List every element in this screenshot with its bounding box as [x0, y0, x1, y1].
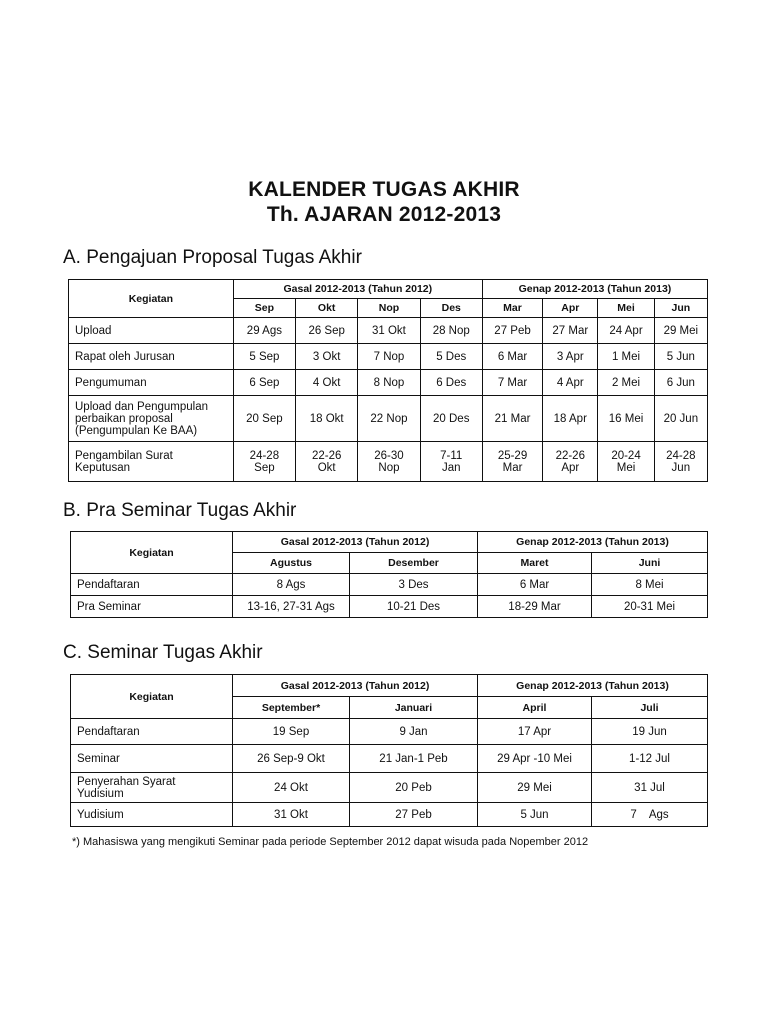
date-cell [654, 318, 707, 344]
date-text: 24 Apr [609, 324, 643, 337]
date-cell [478, 574, 592, 596]
month-header: Nop [358, 299, 420, 318]
month-header: Agustus [233, 553, 350, 574]
activity-label-line: perbaikan proposal [75, 412, 173, 425]
date-cell [478, 719, 592, 745]
date-text: 3 Apr [556, 350, 584, 363]
date-cell [358, 344, 420, 370]
month-header: Juni [592, 553, 708, 574]
date-text: 22-26 [555, 449, 585, 462]
date-cell [233, 370, 295, 396]
date-cell [654, 370, 707, 396]
date-cell [592, 773, 708, 803]
date-cell [543, 396, 598, 442]
date-cell [482, 370, 542, 396]
document-subtitle: Th. AJARAN 2012-2013 [266, 203, 502, 226]
section-b-heading: B. Pra Seminar Tugas Akhir [63, 500, 297, 521]
date-text: 29 Apr -10 Mei [497, 752, 572, 765]
document-title: KALENDER TUGAS AKHIR [248, 178, 520, 201]
date-cell [543, 318, 598, 344]
date-cell [592, 745, 708, 773]
activity-label-line: Upload [75, 324, 112, 337]
month-header: Desember [350, 553, 478, 574]
date-cell [482, 396, 542, 442]
date-text: 20 Des [433, 412, 470, 425]
month-header: Jun [654, 299, 707, 318]
table-body [71, 719, 708, 827]
proposal-schedule-table [68, 279, 708, 482]
date-cell [598, 344, 654, 370]
month-header: Sep [233, 299, 295, 318]
month-header: Maret [478, 553, 592, 574]
month-header: Des [420, 299, 482, 318]
date-cell [350, 574, 478, 596]
date-text: 31 Okt [372, 324, 406, 337]
table-row [71, 574, 708, 596]
activity-label [69, 318, 234, 344]
date-text: 21 Mar [494, 412, 531, 425]
date-cell [543, 442, 598, 482]
date-cell [233, 574, 350, 596]
activity-label [71, 596, 233, 618]
date-text: 18 Apr [553, 412, 587, 425]
pra-seminar-schedule-table [70, 531, 708, 618]
date-cell [420, 318, 482, 344]
kegiatan-header: Kegiatan [71, 675, 233, 719]
date-text: Jan [441, 461, 461, 474]
date-text: 16 Mei [608, 412, 644, 425]
date-text: 20-24 [611, 449, 641, 462]
genap-header: Genap 2012-2013 (Tahun 2013) [478, 675, 708, 697]
activity-label-line: Pendaftaran [77, 578, 140, 591]
date-cell [350, 803, 478, 827]
gasal-header: Gasal 2012-2013 (Tahun 2012) [233, 675, 478, 697]
date-cell [592, 803, 708, 827]
date-cell [654, 344, 707, 370]
section-c-heading: C. Seminar Tugas Akhir [63, 642, 263, 663]
date-text: 9 Jan [399, 725, 428, 738]
month-header: April [478, 697, 592, 719]
activity-label [71, 745, 233, 773]
footnote: *) Mahasiswa yang mengikuti Seminar pada periode September 2012 dapat wisuda pada Nopember 2012 [72, 836, 589, 848]
date-text: 27 Peb [395, 808, 432, 821]
date-text: 19 Jun [632, 725, 667, 738]
date-text: 26 Sep [308, 324, 345, 337]
date-cell [592, 574, 708, 596]
date-text: 7 Nop [373, 350, 405, 363]
date-text: 29 Mei [517, 781, 552, 794]
date-cell [482, 318, 542, 344]
date-text: 6 Jun [666, 376, 695, 389]
table-row [69, 396, 708, 442]
activity-label-line: Yudisium [77, 808, 124, 821]
date-cell [592, 719, 708, 745]
date-cell [358, 370, 420, 396]
date-cell [420, 344, 482, 370]
date-cell [543, 370, 598, 396]
activity-label-line: Pendaftaran [77, 725, 140, 738]
date-cell [482, 442, 542, 482]
table-body [71, 574, 708, 618]
gasal-header: Gasal 2012-2013 (Tahun 2012) [233, 280, 482, 299]
activity-label-line: Yudisium [77, 787, 124, 800]
date-cell [478, 596, 592, 618]
activity-label [71, 719, 233, 745]
date-cell [233, 803, 350, 827]
date-text: 20 Sep [246, 412, 283, 425]
date-cell [482, 344, 542, 370]
date-text: 20 Peb [395, 781, 432, 794]
date-text: 7-11 [440, 449, 463, 462]
date-text: 22-26 [311, 449, 342, 462]
date-text: 7 Ags [630, 808, 669, 821]
date-text: 3 Okt [312, 350, 341, 363]
date-text: 20 Jun [663, 412, 699, 425]
month-header: Apr [543, 299, 598, 318]
kegiatan-header: Kegiatan [69, 280, 234, 318]
activity-label [69, 396, 234, 442]
date-cell [350, 719, 478, 745]
date-text: 18-29 Mar [508, 600, 561, 613]
month-header: Okt [296, 299, 358, 318]
activity-label-line: Keputusan [75, 461, 130, 474]
date-cell [598, 370, 654, 396]
date-text: 6 Mar [519, 578, 550, 591]
date-cell [233, 396, 295, 442]
date-cell [478, 773, 592, 803]
date-cell [654, 396, 707, 442]
date-text: 28 Nop [432, 324, 470, 337]
date-text: 31 Jul [634, 781, 665, 794]
table-row [71, 745, 708, 773]
date-text: 8 Nop [373, 376, 405, 389]
date-text: 5 Jun [520, 808, 549, 821]
date-cell [296, 318, 358, 344]
date-cell [296, 370, 358, 396]
date-text: 6 Des [436, 376, 467, 389]
date-text: 1 Mei [611, 350, 641, 363]
date-text: 19 Sep [272, 725, 310, 738]
date-cell [543, 344, 598, 370]
date-cell [592, 596, 708, 618]
activity-label-line: Seminar [77, 752, 120, 765]
activity-label-line: Upload dan Pengumpulan [75, 400, 208, 413]
date-cell [598, 318, 654, 344]
date-text: 26 Sep-9 Okt [257, 752, 325, 765]
date-text: 6 Sep [249, 376, 280, 389]
table-body [69, 318, 708, 482]
date-text: 8 Mei [635, 578, 664, 591]
activity-label-line: Pengambilan Surat [75, 449, 173, 462]
activity-label [69, 442, 234, 482]
date-text: 3 Des [398, 578, 429, 591]
date-text: 22 Nop [370, 412, 408, 425]
month-header: Mei [598, 299, 654, 318]
date-text: 25-29 [497, 449, 528, 462]
activity-label-line: (Pengumpulan Ke BAA) [75, 424, 198, 437]
seminar-schedule-table [70, 674, 708, 827]
date-text: 29 Mei [663, 324, 699, 337]
activity-label [69, 344, 234, 370]
date-cell [350, 745, 478, 773]
activity-label [71, 803, 233, 827]
date-text: 27 Peb [494, 324, 531, 337]
gasal-header: Gasal 2012-2013 (Tahun 2012) [233, 532, 478, 553]
date-cell [358, 442, 420, 482]
date-cell [358, 396, 420, 442]
month-header: September* [233, 697, 350, 719]
date-cell [598, 442, 654, 482]
date-text: Mar [502, 461, 523, 474]
section-a-heading: A. Pengajuan Proposal Tugas Akhir [63, 247, 362, 268]
date-cell [350, 596, 478, 618]
activity-label-line: Pra Seminar [77, 600, 141, 613]
table-row [69, 318, 708, 344]
table-row [71, 596, 708, 618]
date-text: 7 Mar [497, 376, 528, 389]
table-row [69, 370, 708, 396]
date-text: 21 Jan-1 Peb [379, 752, 448, 765]
date-cell [598, 396, 654, 442]
month-header: Juli [592, 697, 708, 719]
date-text: Sep [254, 461, 275, 474]
month-header: Mar [482, 299, 542, 318]
month-header: Januari [350, 697, 478, 719]
activity-label [71, 574, 233, 596]
table-row [69, 344, 708, 370]
table-row [71, 773, 708, 803]
date-text: 6 Mar [497, 350, 528, 363]
activity-label [69, 370, 234, 396]
date-cell [654, 442, 707, 482]
date-text: 2 Mei [611, 376, 641, 389]
date-text: 18 Okt [309, 412, 344, 425]
date-cell [478, 803, 592, 827]
activity-label [71, 773, 233, 803]
date-text: 20-31 Mei [623, 600, 676, 613]
date-cell [233, 596, 350, 618]
date-text: 10-21 Des [386, 600, 441, 613]
date-cell [296, 344, 358, 370]
date-text: 24-28 [666, 449, 696, 462]
activity-label-line: Penyerahan Syarat [77, 775, 176, 788]
date-text: 4 Okt [312, 376, 341, 389]
date-text: 8 Ags [276, 578, 306, 591]
date-cell [350, 773, 478, 803]
table-row [69, 442, 708, 482]
date-text: 31 Okt [274, 808, 308, 821]
date-cell [233, 773, 350, 803]
date-cell [233, 344, 295, 370]
kegiatan-header: Kegiatan [71, 532, 233, 574]
date-text: 13-16, 27-31 Ags [247, 600, 335, 613]
genap-header: Genap 2012-2013 (Tahun 2013) [482, 280, 707, 299]
date-text: 26-30 [374, 449, 404, 462]
date-text: 24-28 [249, 449, 280, 462]
date-text: 5 Jun [666, 350, 695, 363]
date-cell [233, 318, 295, 344]
date-cell [420, 396, 482, 442]
genap-header: Genap 2012-2013 (Tahun 2013) [478, 532, 708, 553]
date-text: 1-12 Jul [629, 752, 670, 765]
table-row [71, 719, 708, 745]
date-text: Mei [616, 461, 636, 474]
date-cell [420, 442, 482, 482]
date-text: 27 Mar [552, 324, 589, 337]
date-text: Jun [671, 461, 691, 474]
date-text: 17 Apr [517, 725, 552, 738]
activity-label-line: Pengumuman [75, 376, 147, 389]
date-text: 5 Sep [249, 350, 280, 363]
date-cell [233, 442, 295, 482]
date-cell [478, 745, 592, 773]
date-cell [358, 318, 420, 344]
date-cell [233, 719, 350, 745]
date-text: 24 Okt [274, 781, 308, 794]
date-cell [296, 396, 358, 442]
date-text: 4 Apr [556, 376, 584, 389]
date-text: Okt [317, 461, 336, 474]
date-cell [233, 745, 350, 773]
table-row [71, 803, 708, 827]
activity-label-line: Rapat oleh Jurusan [75, 350, 175, 363]
date-text: 5 Des [436, 350, 467, 363]
date-text: Nop [378, 461, 400, 474]
date-text: 29 Ags [246, 324, 282, 337]
date-cell [420, 370, 482, 396]
date-cell [296, 442, 358, 482]
date-text: Apr [561, 461, 580, 474]
